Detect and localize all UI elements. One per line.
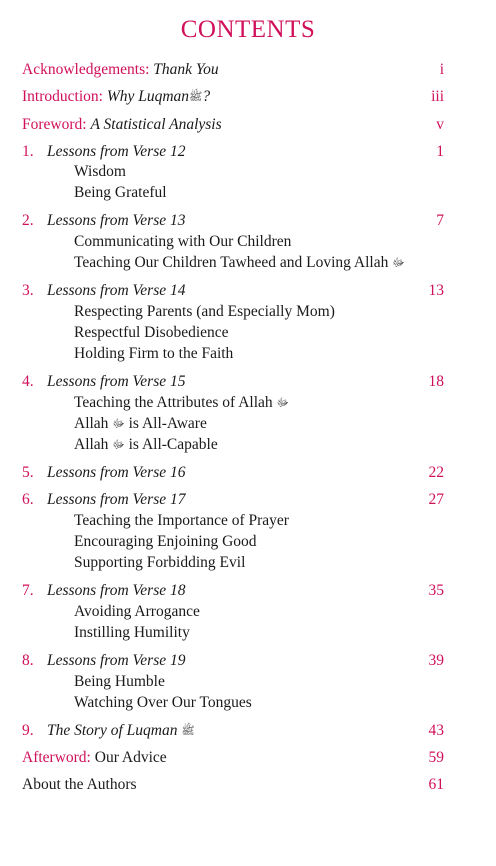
chapter-number: 4. [22,373,34,390]
honorific-glyph: ﷻ [392,257,405,269]
toc-page-number: 13 [428,282,444,299]
toc-subentry[interactable]: Supporting Forbidding Evil [74,554,246,571]
toc-subentry[interactable]: Instilling Humility [74,624,190,641]
toc-subentry[interactable]: Being Humble [74,673,165,690]
chapter-title: Lessons from Verse 13 [47,212,186,229]
toc-subentry[interactable] [74,393,289,413]
chapter-number: 6. [22,491,34,508]
toc-subentry[interactable] [74,414,207,434]
toc-entry-chapter-2[interactable] [22,211,444,231]
toc-entry-chapter-8[interactable] [22,651,444,671]
chapter-number: 1. [22,143,34,160]
toc-page-number: iii [431,88,444,105]
chapter-title: Lessons from Verse 17 [47,491,186,508]
chapter-title: Lessons from Verse 12 [47,143,186,160]
honorific-glyph: ﷻ [276,397,289,409]
toc-label: About the Authors [22,776,137,793]
chapter-number: 7. [22,582,34,599]
toc-subtitle-end: ? [202,88,211,105]
toc-subtitle: Our Advice [94,749,167,766]
toc-entry-afterword[interactable] [22,748,444,768]
toc-page-number: 59 [428,749,444,766]
toc-page-number: 22 [428,464,444,481]
toc-label: Introduction: [22,88,103,105]
toc-entry-chapter-6[interactable] [22,490,444,510]
toc-subentry[interactable]: Avoiding Arrogance [74,603,200,620]
toc-subentry[interactable]: Respecting Parents (and Especially Mom) [74,303,335,320]
chapter-title: Lessons from Verse 18 [47,582,186,599]
toc-subentry[interactable]: Being Grateful [74,184,167,201]
chapter-title: Lessons from Verse 14 [47,282,186,299]
chapter-title: Lessons from Verse 16 [47,464,186,481]
toc-label: Foreword: [22,116,87,133]
toc-subtitle: Why Luqman [106,88,190,105]
chapter-title: The Story of Luqman [47,722,178,739]
chapter-number: 3. [22,282,34,299]
toc-subentry[interactable]: Respectful Disobedience [74,324,229,341]
toc-subentry[interactable]: Watching Over Our Tongues [74,694,252,711]
toc-entry-chapter-7[interactable] [22,581,444,601]
toc-subentry[interactable]: Wisdom [74,163,126,180]
toc-subentry-text: Teaching Our Children Tawheed and Loving Allah [74,254,389,271]
toc-page-number: 39 [428,652,444,669]
toc-subentry[interactable] [74,253,405,273]
toc-label: Acknowledgements: [22,61,150,78]
honorific-glyph: ﷺ [181,725,195,737]
toc-entry-chapter-4[interactable] [22,372,444,392]
chapter-title: Lessons from Verse 19 [47,652,186,669]
toc-subentry[interactable]: Encouraging Enjoining Good [74,533,257,550]
toc-subentry-text: is All-Capable [128,436,218,453]
toc-entry-about-authors[interactable] [22,775,444,795]
toc-page-number: 27 [428,491,444,508]
toc-entry-foreword[interactable] [22,115,444,135]
honorific-glyph: ﷻ [112,439,125,451]
chapter-number: 2. [22,212,34,229]
toc-subtitle: Thank You [153,61,219,78]
toc-entry-chapter-5[interactable] [22,463,444,483]
toc-subentry-text: Teaching the Attributes of Allah [74,394,273,411]
honorific-glyph: ﷻ [112,418,125,430]
page-title: CONTENTS [180,16,316,43]
toc-subentry[interactable]: Communicating with Our Children [74,233,292,250]
toc-subentry-text: Allah [74,415,109,432]
toc-entry-introduction[interactable] [22,87,444,107]
toc-entry-acknowledgements[interactable] [22,60,444,80]
toc-subentry[interactable]: Holding Firm to the Faith [74,345,234,362]
toc-page-number: 35 [428,582,444,599]
toc-page-number: 1 [436,143,444,160]
toc-subentry[interactable] [74,435,218,455]
toc-entry-chapter-1[interactable] [22,142,444,162]
chapter-number: 5. [22,464,34,481]
toc-subtitle: A Statistical Analysis [90,116,222,133]
toc-page-number: i [439,61,444,78]
toc-label: Afterword: [22,749,91,766]
chapter-number: 8. [22,652,34,669]
toc-page-number: 7 [436,212,444,229]
chapter-title: Lessons from Verse 15 [47,373,186,390]
toc-subentry-text: Allah [74,436,109,453]
toc-page-number: 43 [428,722,444,739]
toc-subentry-text: is All-Aware [128,415,207,432]
toc-page-number: 18 [428,373,444,390]
chapter-number: 9. [22,722,34,739]
toc-page-number: v [436,116,444,133]
toc-subentry[interactable]: Teaching the Importance of Prayer [74,512,289,529]
honorific-glyph: ﷺ [189,91,203,103]
toc-entry-chapter-9[interactable] [22,721,444,741]
toc-entry-chapter-3[interactable] [22,281,444,301]
toc-page-number: 61 [428,776,444,793]
